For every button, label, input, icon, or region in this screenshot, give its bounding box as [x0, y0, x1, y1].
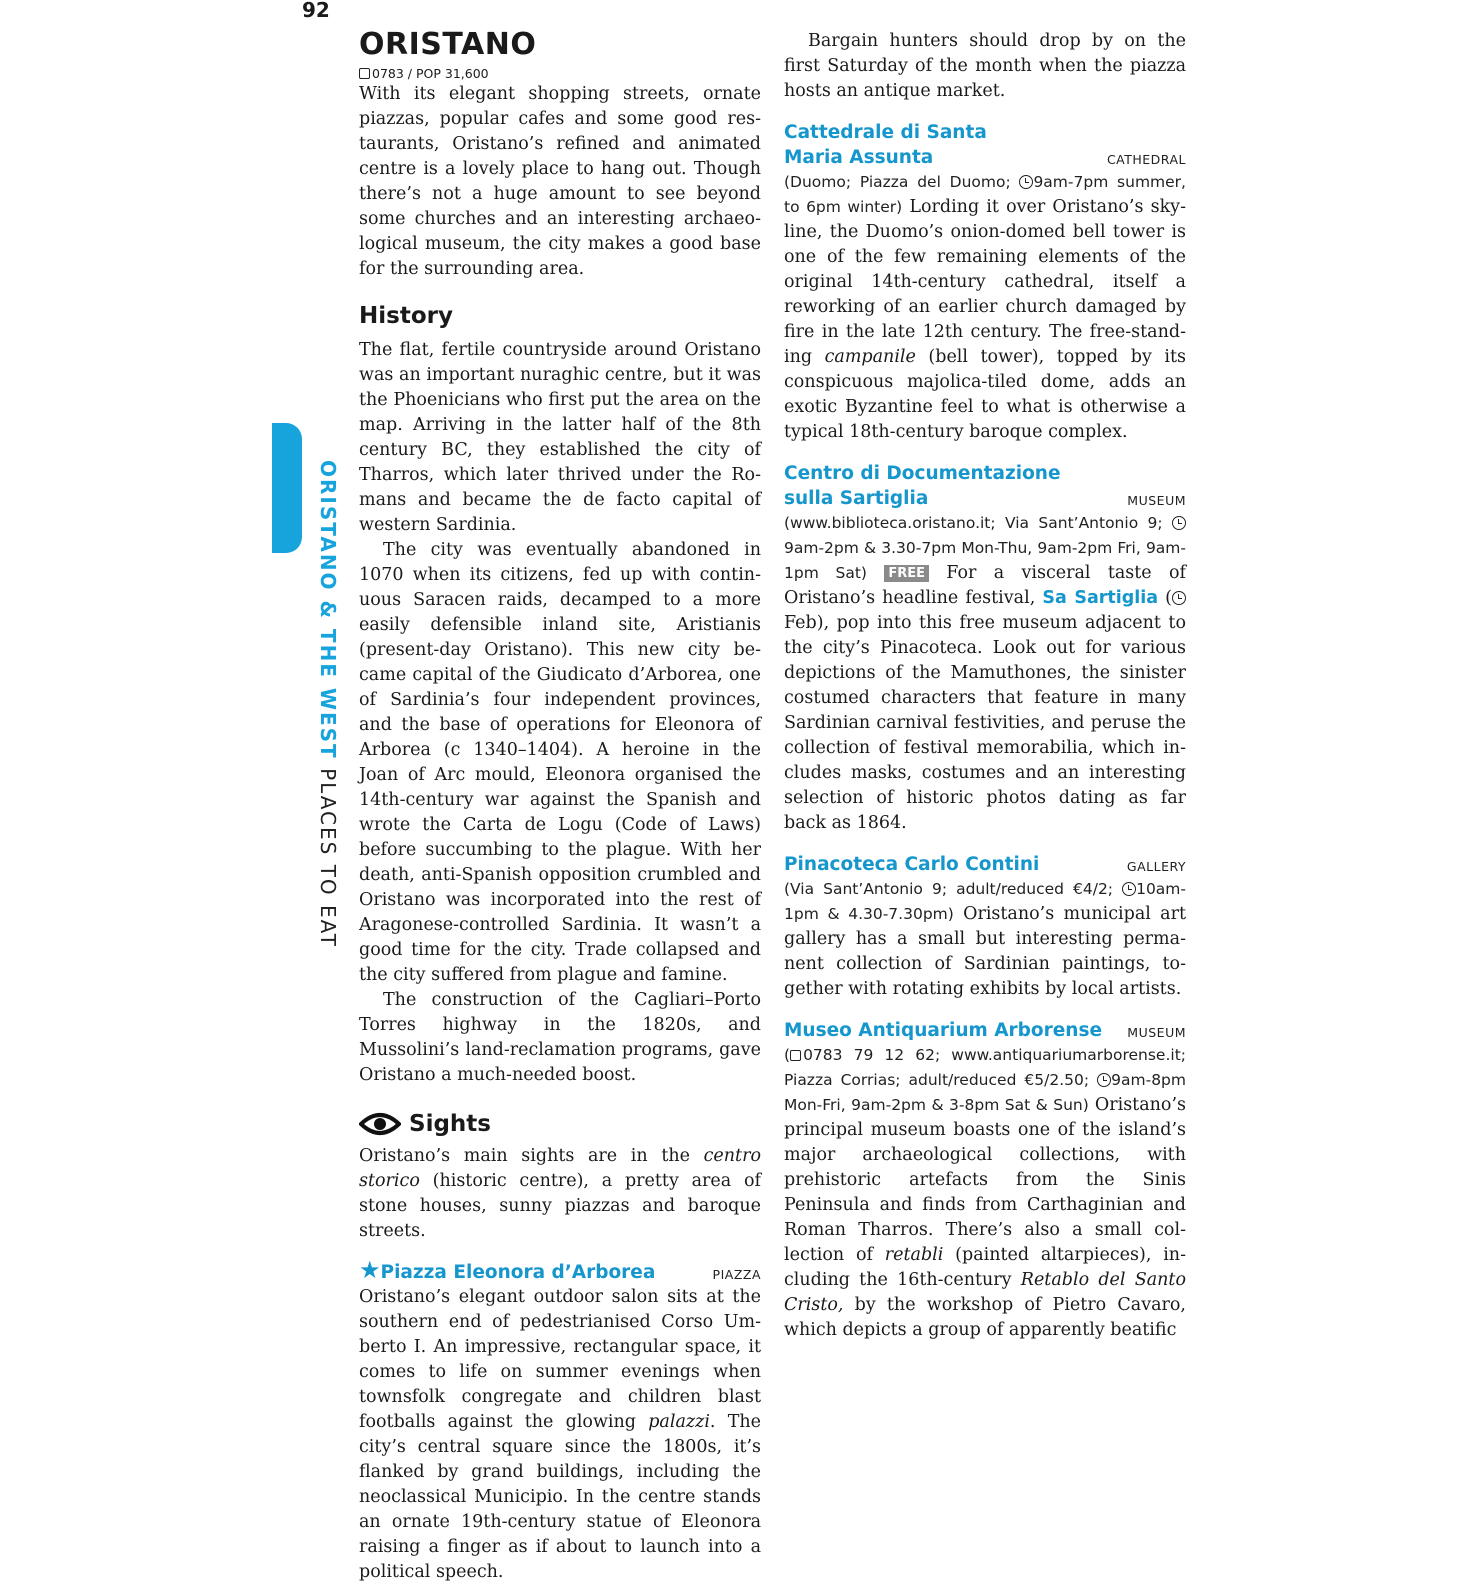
- cathedral-text: (Duomo; Piazza del Duomo; 9am-7pm summer, to 6pm winter) Lording it over Oristano’s skyline, the Duomo’s onion-domed bell tower is one of the few remaining elements of the original 14th-century cathedral, itself a reworking of an earlier church damaged by fire in the late 12th century. The free-standing campanile (bell tower), topped by its conspicuous majolica-tiled dome, adds an exotic Byzantine feel to what is otherwise a typical 18th-century baroque complex.: [784, 173, 1186, 442]
- chapter-tab: [272, 423, 302, 553]
- piazza-name: Piazza Eleonora d’Arborea: [380, 1262, 656, 1283]
- museo-name: Museo Antiquarium Arborense: [784, 1020, 1103, 1041]
- history-paragraph-1: The flat, fertile countryside around Oristano was an important nuraghic centre, but it was the Phoenicians who first put the area on the map. Arriving in the latter half of the 8th century BC, they established the city of Tharros, which later thrived under the Romans and became the de facto capital of western Sardinia.: [359, 340, 761, 535]
- free-badge: FREE: [884, 565, 929, 582]
- sights-heading: Sights: [409, 1111, 491, 1137]
- centro-type: MUSEUM: [1127, 493, 1186, 508]
- centro-name-line-2: sulla Sartiglia: [784, 488, 929, 509]
- page-number: 92: [302, 0, 330, 22]
- piazza-title: [359, 1256, 761, 1285]
- population: POP 31,600: [416, 66, 489, 81]
- pinacoteca-name: Pinacoteca Carlo Contini: [784, 854, 1040, 875]
- museo-text: ( 0783 79 12 62; www.antiquariumarborense.it; Piazza Corrias; adult/reduced €5/2.50; 9am-8pm Mon-Fri, 9am-2pm & 3-8pm Sat & Sun) Oristano’s principal museum boasts one of the island’s major archaeological collections, with prehistoric artefacts from the Sinis Peninsula and finds from Carthaginian and Roman Tharros. There’s also a small collection of retabli (painted altarpieces), including the 16th-century Retablo del Santo Cristo, by the workshop of Pietro Cavaro, which depicts a group of apparently beatific: [784, 1046, 1186, 1340]
- clock-icon: [1019, 175, 1033, 189]
- pinacoteca-title: [784, 852, 1186, 877]
- pinacoteca-text: (Via Sant’Antonio 9; adult/reduced €4/2; 10am-1pm & 4.30-7.30pm) Oristano’s municipal art gallery has a small but interesting permanent collection of Sardinian paintings, together with rotating exhibits by local artists.: [784, 880, 1186, 999]
- history-paragraph-2: The city was eventually abandoned in 1070 when its citizens, fed up with continuous Saracen raids, decamped to a more easily defensible inland site, Aristianis (present-day Oristano). This new city became capital of the Giudicato d’Arborea, one of Sardinia’s four independent provinces, and the base of operations for Eleonora of Arborea (c 1340–1404). A heroine in the Joan of Arc mould, Eleonora organised the 14th-century war against the Spanish and wrote the Carta de Logu (Code of Laws) before succumbing to the plague. With her death, anti-Spanish opposition crumbled and Oristano was incorporated into the rest of Aragonese-controlled Sardinia. It wasn’t a good time for the city. Trade collapsed and the city suffered from plague and famine.: [359, 540, 761, 985]
- pinacoteca-type: GALLERY: [1126, 859, 1186, 874]
- cathedral-title: [784, 120, 1186, 170]
- eye-icon: [359, 1110, 401, 1138]
- phone-code: 0783: [372, 66, 404, 81]
- meta-separator: /: [407, 66, 413, 81]
- clock-icon: [1122, 882, 1136, 896]
- phone-icon: [790, 1050, 801, 1061]
- centro-text: (www.biblioteca.oristano.it; Via Sant’Antonio 9; 9am-2pm & 3.30-7pm Mon-Thu, 9am-2pm Fri, 9am-1pm Sat) FREE For a visceral taste of Oristano’s headline festival, Sa Sartiglia (Feb), pop into this free museum adjacent to the city’s Pinacoteca. Look out for various depictions of the Mamuthones, the sinister costumed characters that feature in many Sardinian carnival festivities, and peruse the collection of festival memorabilia, which includes masks, costumes and an interesting selection of historic photos dating as far back as 1864.: [784, 514, 1186, 833]
- clock-icon: [1172, 591, 1186, 605]
- chapter-side-label: [318, 460, 338, 948]
- centro-name-line-1: Centro di Documentazione: [784, 463, 1061, 484]
- intro-paragraph: With its elegant shopping streets, ornate piazzas, popular cafes and some good restaurants, Oristano’s refined and animated centre is a lovely place to hang out. Though there’s not a huge amount to see beyond some churches and an interesting archaeological museum, the city makes a good base for the surrounding area.: [359, 84, 761, 279]
- museo-title: [784, 1018, 1186, 1043]
- clock-icon: [1172, 516, 1186, 530]
- piazza-text: Oristano’s elegant outdoor salon sits at the southern end of pedestrianised Corso Umberto I. An impressive, rectangular space, it comes to life on summer evenings when townsfolk congregate and children blast footballs against the glowing palazzi. The city’s central square since the 1800s, it’s flanked by grand buildings, including the neoclassical Municipio. In the centre stands an ornate 19th-century statue of Eleonora raising a finger as if about to launch into a political speech.: [359, 1287, 761, 1582]
- clock-icon: [1097, 1073, 1111, 1087]
- phone-icon: [359, 68, 370, 79]
- cathedral-name-line-1: Cattedrale di Santa: [784, 122, 987, 143]
- column-left: [359, 0, 761, 1585]
- piazza-type: PIAZZA: [712, 1267, 761, 1282]
- sights-heading-row: [359, 1108, 761, 1140]
- centro-title: [784, 461, 1186, 511]
- history-paragraph-3: The construction of the Cagliari–Porto Torres highway in the 1820s, and Mussolini’s land-reclamation programs, gave Oristano a much-needed boost.: [359, 990, 761, 1085]
- star-icon: ★: [359, 1256, 381, 1284]
- section-name: PLACES TO EAT: [316, 768, 340, 949]
- history-heading: History: [359, 303, 453, 329]
- cathedral-type: CATHEDRAL: [1106, 152, 1186, 167]
- piazza-paragraph-2: Bargain hunters should drop by on the first Saturday of the month when the piazza hosts an antique market.: [784, 31, 1186, 101]
- sa-sartiglia-highlight: Sa Sartiglia: [1042, 588, 1159, 608]
- sights-intro: Oristano’s main sights are in the centro storico (historic centre), a pretty area of stone houses, sunny piazzas and baroque streets.: [359, 1146, 761, 1241]
- chapter-name: ORISTANO & THE WEST: [316, 460, 340, 760]
- city-meta: [359, 66, 761, 82]
- column-right: [784, 29, 1186, 1343]
- page-title: ORISTANO: [359, 27, 537, 62]
- cathedral-name-line-2: Maria Assunta: [784, 147, 934, 168]
- museo-type: MUSEUM: [1127, 1025, 1186, 1040]
